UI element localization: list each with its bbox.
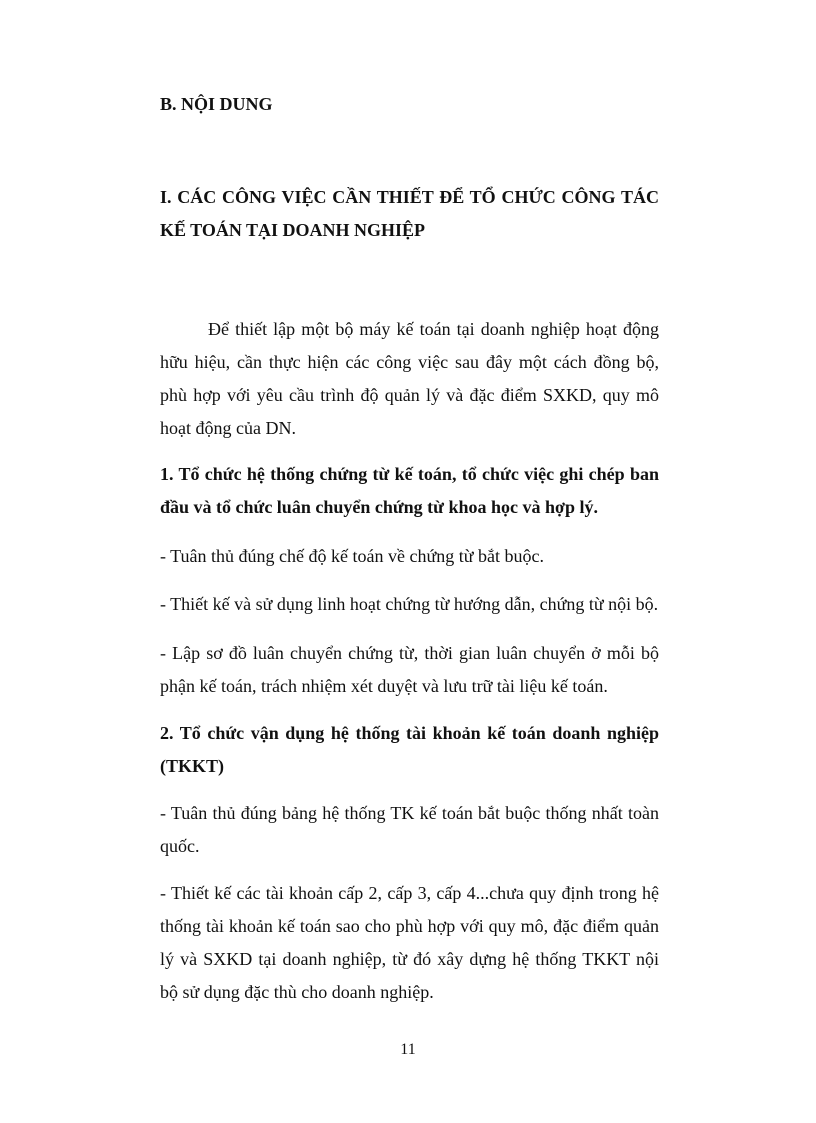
section-2-item: - Tuân thủ đúng bảng hệ thống TK kế toán bắt buộc thống nhất toàn quốc. (160, 803, 659, 856)
section-heading: B. NỘI DUNG (160, 94, 273, 114)
section-1-item: - Tuân thủ đúng chế độ kế toán về chứng từ bắt buộc. (160, 546, 544, 566)
intro-paragraph: Để thiết lập một bộ máy kế toán tại doanh nghiệp hoạt động hữu hiệu, cần thực hiện các công việc sau đây một cách đồng bộ, phù hợp với yêu cầu trình độ quản lý và đặc điểm SXKD, quy mô hoạt động của DN. (160, 319, 659, 438)
section-1-item: - Thiết kế và sử dụng linh hoạt chứng từ hướng dẫn, chứng từ nội bộ. (160, 594, 659, 614)
chapter-heading: I. CÁC CÔNG VIỆC CẦN THIẾT ĐỂ TỔ CHỨC CÔNG TÁC KẾ TOÁN TẠI DOANH NGHIỆP (160, 187, 659, 240)
section-2-heading: 2. Tổ chức vận dụng hệ thống tài khoản kế toán doanh nghiệp (TKKT) (160, 723, 659, 776)
section-1-heading: 1. Tổ chức hệ thống chứng từ kế toán, tổ chức việc ghi chép ban đầu và tổ chức luân chuyển chứng từ khoa học và hợp lý. (160, 464, 659, 517)
section-2-item: - Thiết kế các tài khoản cấp 2, cấp 3, cấp 4...chưa quy định trong hệ thống tài khoản kế toán sao cho phù hợp với quy mô, đặc điểm quản lý và SXKD tại doanh nghiệp, từ đó xây dựng hệ thống TKKT nội bộ sử dụng đặc thù cho doanh nghiệp. (160, 883, 659, 1002)
page-number: 11 (400, 1041, 416, 1058)
section-1-item: - Lập sơ đồ luân chuyển chứng từ, thời gian luân chuyển ở mỗi bộ phận kế toán, trách nhiệm xét duyệt và lưu trữ tài liệu kế toán. (160, 643, 659, 696)
